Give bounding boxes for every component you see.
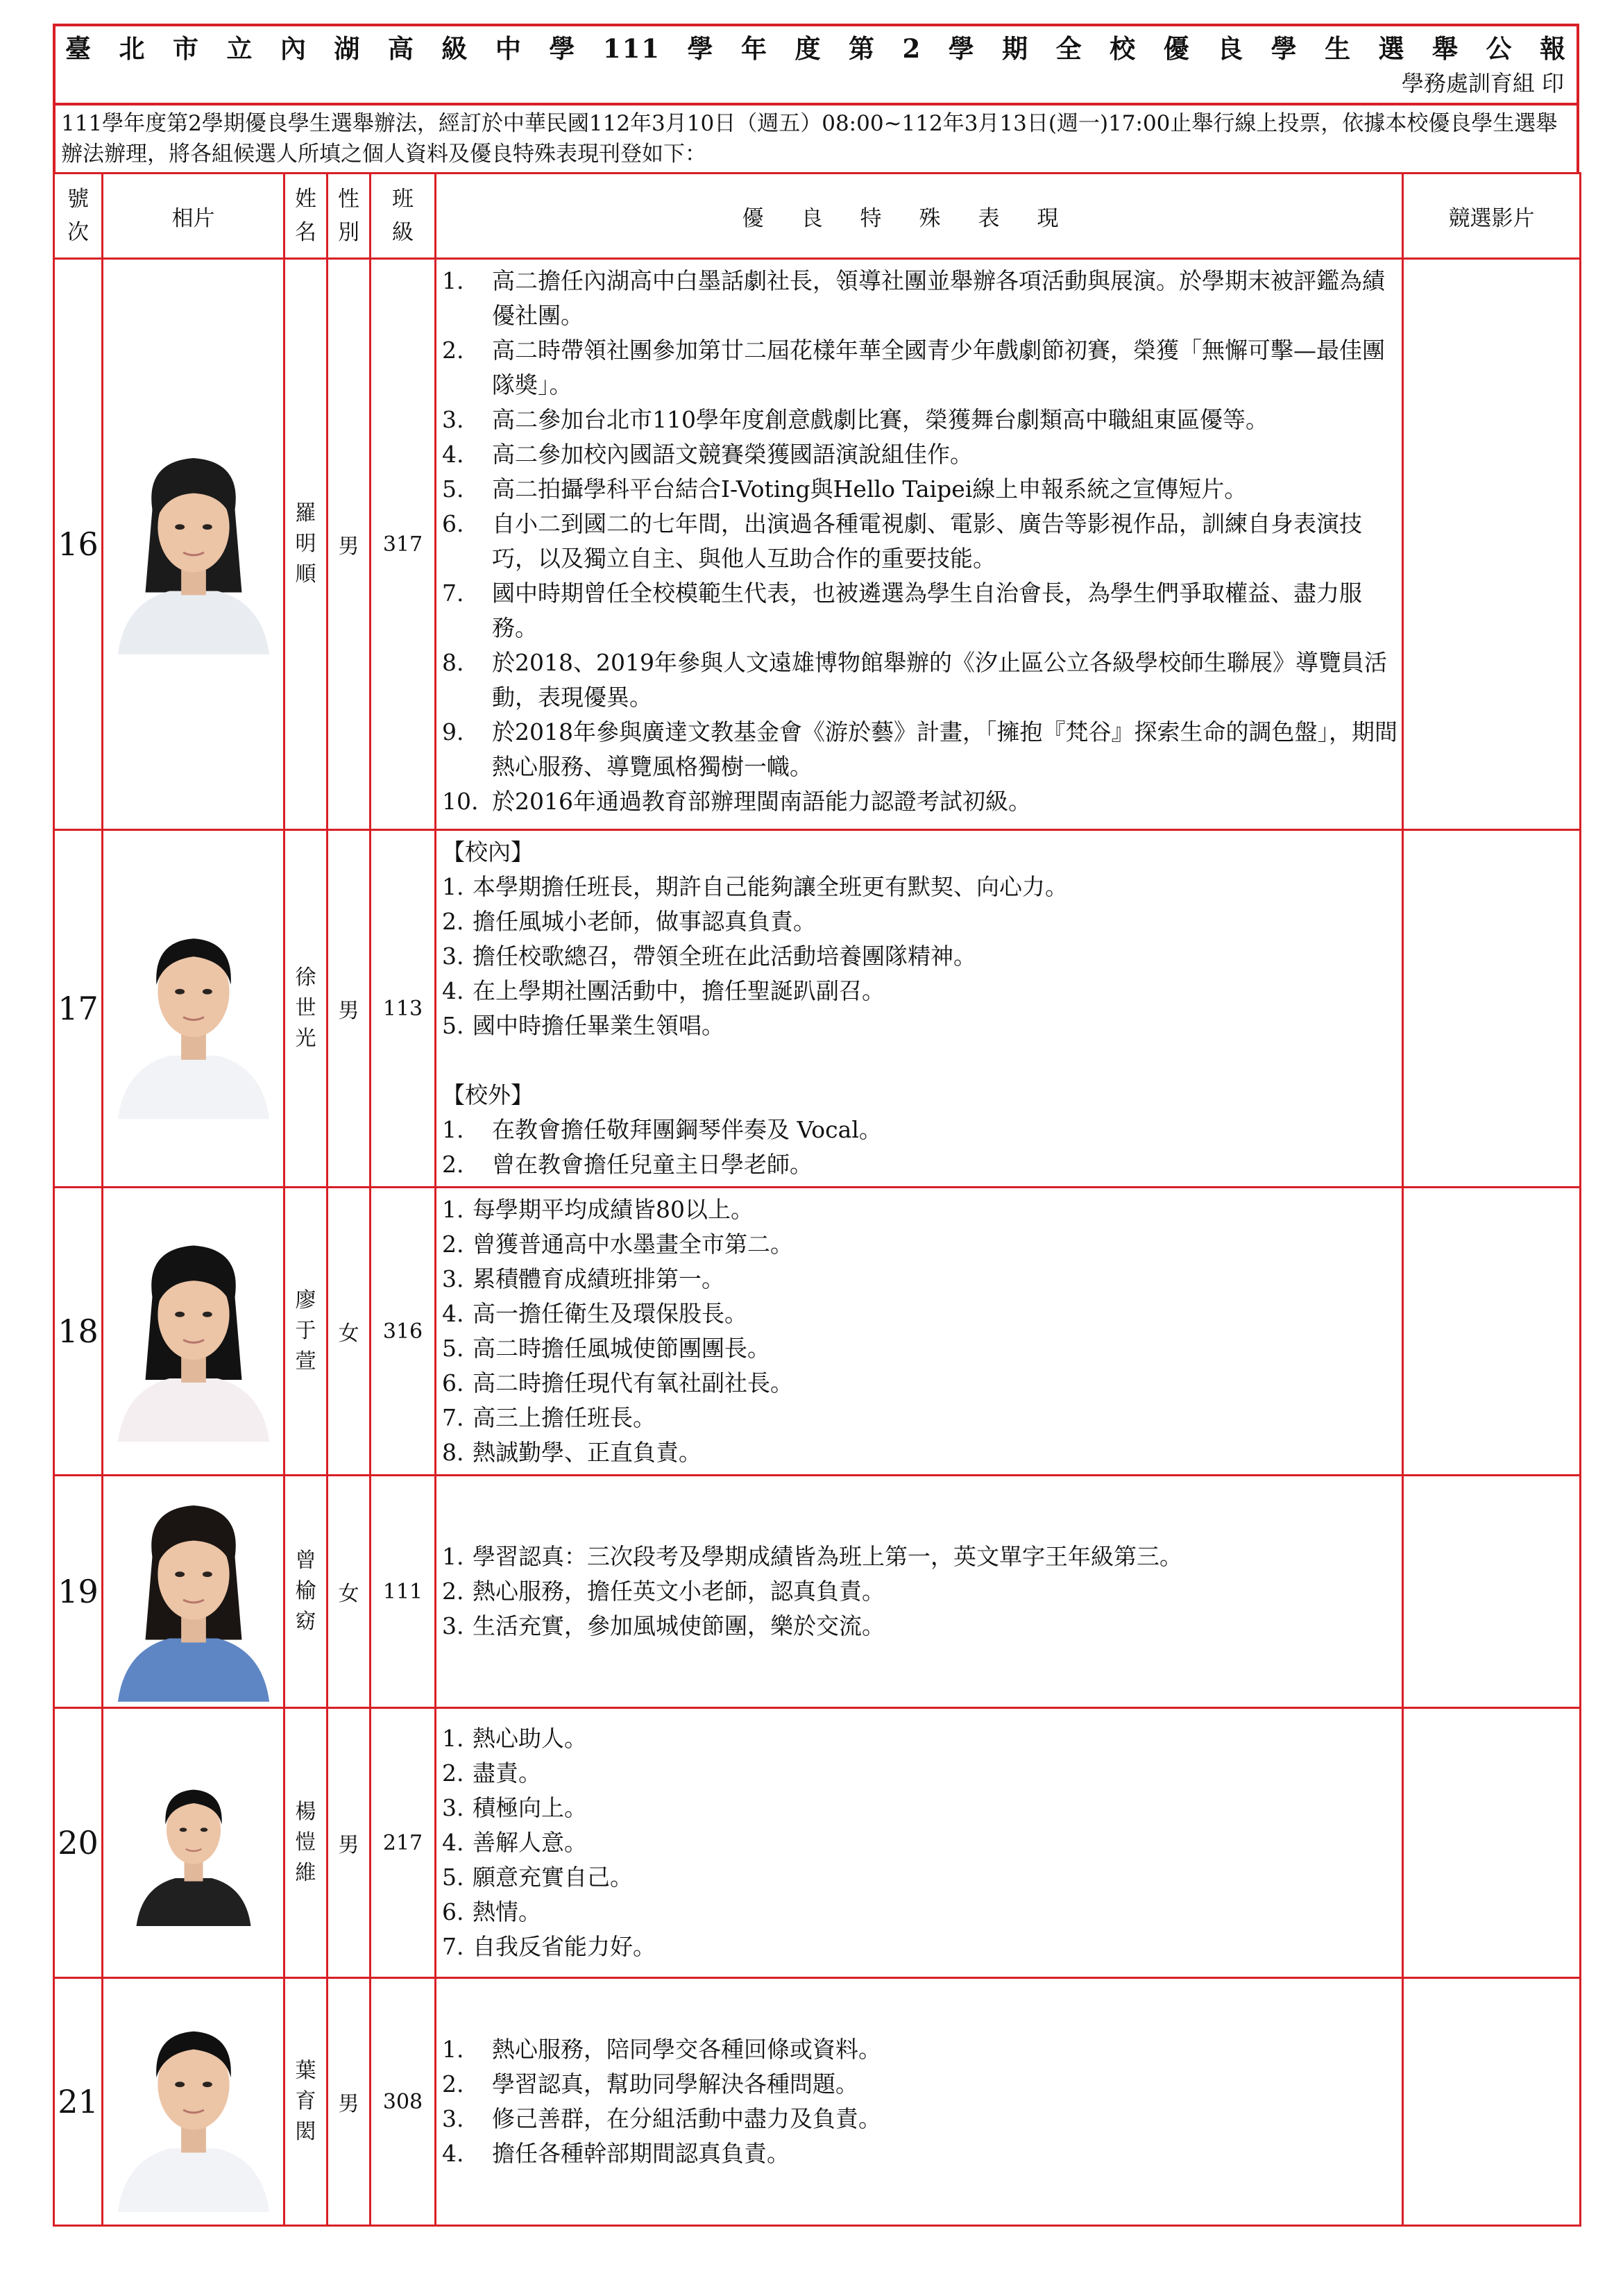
candidate-row [54, 259, 1581, 830]
achievement-text: 熱心助人。 [473, 1725, 587, 1752]
achievement-item [442, 1192, 1397, 1227]
achievements-cell [436, 830, 1403, 1188]
achievement-number: 3. [442, 2105, 464, 2132]
achievement-text: 高三上擔任班長。 [473, 1404, 656, 1431]
campaign-video-cell [1403, 1708, 1581, 1978]
achievement-text: 生活充實，參加風城使節團，樂於交流。 [473, 1612, 885, 1639]
photo-cell [103, 1476, 284, 1708]
achievement-item [442, 1895, 1397, 1930]
candidate-number: 21 [54, 1978, 103, 2226]
achievement-item [442, 437, 1397, 472]
table-header-row [54, 174, 1581, 259]
name-char: 廖 [295, 1288, 316, 1312]
achievement-number: 3. [442, 1612, 464, 1639]
achievement-item [442, 1113, 1397, 1147]
achievement-item [442, 1227, 1397, 1262]
achievement-item [442, 2136, 1397, 2171]
section-heading: 【校外】 [442, 1081, 534, 1108]
achievement-item [442, 974, 1397, 1008]
achievement-number: 5. [442, 1335, 464, 1362]
candidate-number: 16 [54, 259, 103, 830]
name-char: 育 [295, 2089, 316, 2113]
candidate-sex: 男 [328, 1978, 371, 2226]
achievement-item [442, 472, 1397, 507]
achievements-list [436, 1188, 1402, 1474]
name-char: 曾 [295, 1548, 316, 1573]
achievement-text: 在教會擔任敬拜團鋼琴伴奏及 Vocal。 [492, 1116, 882, 1143]
candidate-photo [114, 1759, 273, 1926]
achievement-item [442, 784, 1397, 819]
candidate-photo [104, 1987, 283, 2216]
candidate-class: 217 [371, 1708, 436, 1978]
campaign-video-cell [1403, 1978, 1581, 2226]
candidate-photo [104, 896, 283, 1122]
achievement-item [442, 870, 1397, 904]
achievement-number: 7. [442, 580, 464, 607]
achievement-item [442, 1262, 1397, 1297]
achievement-item [442, 645, 1397, 715]
achievement-text: 熱心服務，陪同學交各種回條或資料。 [492, 2036, 881, 2063]
achievements-cell [436, 1188, 1403, 1476]
achievement-text: 高二拍攝學科平台結合I-Voting與Hello Taipei線上申報系統之宣傳短片。 [492, 475, 1248, 503]
achievement-text: 累積體育成績班排第一。 [473, 1265, 724, 1292]
achievement-text: 熱誠勤學、正直負責。 [473, 1439, 702, 1466]
achievement-text: 於2018年參與廣達文教基金會《游於藝》計畫，「擁抱『梵谷』探索生命的調色盤」，期間熱心服務、導覽風格獨樹一幟。 [492, 718, 1397, 780]
achievements-cell [436, 1476, 1403, 1708]
achievement-text: 擔任各種幹部期間認真負責。 [492, 2140, 790, 2167]
achievement-number: 3. [442, 1794, 464, 1821]
achievement-number: 8. [442, 649, 464, 676]
achievement-text: 於2018、2019年參與人文遠雄博物館舉辦的《汐止區公立各級學校師生聯展》導覽員活動，表現優異。 [492, 649, 1387, 711]
candidate-sex: 女 [328, 1476, 371, 1708]
candidate-row [54, 1708, 1581, 1978]
achievement-item [442, 1147, 1397, 1182]
achievement-text: 高二時擔任現代有氧社副社長。 [473, 1369, 793, 1396]
candidate-photo [104, 1219, 283, 1444]
name-char: 明 [295, 532, 316, 556]
campaign-video-cell [1403, 1476, 1581, 1708]
achievements-cell [436, 1978, 1403, 2226]
achievements-list [436, 1717, 1402, 1968]
achievement-number: 9. [442, 718, 464, 745]
achievement-number: 4. [442, 441, 464, 468]
achievement-item [442, 904, 1397, 939]
achievement-item [442, 1435, 1397, 1470]
col-header-sex: 性 別 [328, 174, 371, 259]
candidate-name [284, 830, 328, 1188]
candidate-sex: 男 [328, 830, 371, 1188]
achievement-number: 1. [442, 267, 464, 294]
candidate-table [53, 172, 1581, 2227]
candidate-row [54, 830, 1581, 1188]
achievement-number: 3. [442, 406, 464, 433]
name-char: 順 [295, 562, 316, 586]
photo-cell [103, 1188, 284, 1476]
achievements-list [436, 831, 1402, 1186]
achievement-item [442, 1008, 1397, 1043]
candidate-name [284, 1978, 328, 2226]
achievement-item [442, 2067, 1397, 2102]
office-stamp-text: 學務處訓育組 印 [1401, 70, 1564, 96]
achievement-text: 學習認真，幫助同學解決各種問題。 [492, 2070, 858, 2097]
achievement-text: 熱情。 [473, 1898, 541, 1925]
achievement-number: 1. [442, 1543, 464, 1570]
achievement-text: 本學期擔任班長，期許自己能夠讓全班更有默契、向心力。 [473, 873, 1068, 900]
photo-cell [103, 830, 284, 1188]
name-char: 徐 [295, 965, 316, 990]
achievement-item [442, 1609, 1397, 1644]
intro-paragraph: 111學年度第2學期優良學生選舉辦法，經訂於中華民國112年3月10日（週五）08:00~112年3月13日(週一)17:00止舉行線上投票，依據本校優良學生選舉辦法辦理，將各組候選人所填之個人資料及優良特殊表現刊登如下： [53, 103, 1579, 172]
name-char: 愷 [295, 1830, 316, 1855]
achievement-number: 5. [442, 475, 464, 503]
candidate-sex: 男 [328, 259, 371, 830]
achievement-number: 2. [442, 1151, 464, 1178]
campaign-video-cell [1403, 1188, 1581, 1476]
achievement-text: 曾在教會擔任兒童主日學老師。 [492, 1151, 813, 1178]
achievement-number: 1. [442, 2036, 464, 2063]
achievement-item [442, 1825, 1397, 1860]
achievement-text: 擔任校歌總召，帶領全班在此活動培養團隊精神。 [473, 943, 976, 970]
achievement-item [442, 1574, 1397, 1609]
col-header-number: 號 次 [54, 174, 103, 259]
photo-cell [103, 259, 284, 830]
candidate-name [284, 1476, 328, 1708]
achievement-item [442, 715, 1397, 784]
achievement-text: 高一擔任衛生及環保股長。 [473, 1300, 747, 1327]
candidate-number: 19 [54, 1476, 103, 1708]
candidate-sex: 男 [328, 1708, 371, 1978]
achievement-text: 願意充實自己。 [473, 1864, 633, 1891]
achievement-text: 善解人意。 [473, 1829, 587, 1856]
achievement-number: 4. [442, 1300, 464, 1327]
achievement-item [442, 1791, 1397, 1825]
achievement-number: 4. [442, 2140, 464, 2167]
candidate-class: 317 [371, 259, 436, 830]
candidate-name [284, 1188, 328, 1476]
col-header-class: 班 級 [371, 174, 436, 259]
achievement-text: 曾獲普通高中水墨畫全市第二。 [473, 1231, 793, 1258]
achievement-item [442, 1721, 1397, 1756]
achievement-text: 學習認真：三次段考及學期成績皆為班上第一，英文單字王年級第三。 [473, 1543, 1182, 1570]
achievement-number: 2. [442, 2070, 464, 2097]
achievement-number: 4. [442, 977, 464, 1004]
candidate-class: 316 [371, 1188, 436, 1476]
achievement-number: 8. [442, 1439, 464, 1466]
achievement-number: 2. [442, 1231, 464, 1258]
achievement-number: 1. [442, 1725, 464, 1752]
col-header-achievements: 優良特殊表現 [436, 174, 1403, 259]
achievements-list [436, 1535, 1402, 1648]
candidate-row [54, 1188, 1581, 1476]
achievement-number: 6. [442, 510, 464, 537]
name-char: 葉 [295, 2059, 316, 2083]
achievement-text: 每學期平均成績皆80以上。 [473, 1196, 754, 1223]
name-char: 楊 [295, 1800, 316, 1824]
achievement-item [442, 507, 1397, 576]
achievement-number: 7. [442, 1404, 464, 1431]
achievement-item [442, 1297, 1397, 1331]
achievement-text: 修己善群，在分組活動中盡力及負責。 [492, 2105, 881, 2132]
achievement-item [442, 1331, 1397, 1366]
col-header-photo: 相片 [103, 174, 284, 259]
achievement-text: 積極向上。 [473, 1794, 587, 1821]
achievement-text: 高二時擔任風城使節團團長。 [473, 1335, 770, 1362]
achievement-item [442, 264, 1397, 333]
achievement-text: 高二擔任內湖高中白墨話劇社長，領導社團並舉辦各項活動與展演。於學期末被評鑑為績優社團。 [492, 267, 1385, 329]
bulletin-sheet [53, 24, 1579, 2227]
candidate-number: 20 [54, 1708, 103, 1978]
section-heading: 【校內】 [442, 838, 534, 866]
achievement-item [442, 1756, 1397, 1791]
achievement-item [442, 1930, 1397, 1964]
col-header-video: 競選影片 [1403, 174, 1581, 259]
achievement-number: 1. [442, 1116, 464, 1143]
name-char: 閎 [295, 2120, 316, 2144]
name-char: 窈 [295, 1610, 316, 1634]
candidate-class: 308 [371, 1978, 436, 2226]
achievement-item [442, 2102, 1397, 2136]
achievement-number: 6. [442, 1369, 464, 1396]
page-title: 臺北市立內湖高級中學111學年度第2學期全校優良學生選舉公報 [65, 33, 1567, 64]
candidate-row [54, 1476, 1581, 1708]
achievement-text: 國中時期曾任全校模範生代表，也被遴選為學生自治會長，為學生們爭取權益、盡力服務。 [492, 580, 1362, 641]
achievement-text: 高二時帶領社團參加第廿二屆花樣年華全國青少年戲劇節初賽，榮獲「無懈可擊—最佳團隊獎」。 [492, 337, 1385, 398]
achievement-text: 高二參加校內國語文競賽榮獲國語演說組佳作。 [492, 441, 973, 468]
achievement-number: 3. [442, 943, 464, 970]
achievement-number: 5. [442, 1864, 464, 1891]
achievement-text: 國中時擔任畢業生領唱。 [473, 1012, 724, 1039]
achievement-number: 4. [442, 1829, 464, 1856]
section-spacer [442, 1043, 1397, 1078]
candidate-number: 18 [54, 1188, 103, 1476]
candidate-class: 113 [371, 830, 436, 1188]
achievement-item [442, 333, 1397, 403]
candidate-photo [104, 433, 283, 655]
achievements-list [436, 260, 1402, 823]
achievement-item [442, 1366, 1397, 1401]
candidate-name [284, 259, 328, 830]
photo-cell [103, 1708, 284, 1978]
achievements-list [436, 2028, 1402, 2175]
campaign-video-cell [1403, 259, 1581, 830]
achievement-number: 3. [442, 1265, 464, 1292]
photo-cell [103, 1978, 284, 2226]
achievement-number: 7. [442, 1933, 464, 1960]
achievement-item [442, 939, 1397, 974]
candidate-photo [104, 1480, 283, 1703]
name-char: 羅 [295, 501, 316, 525]
name-char: 榆 [295, 1579, 316, 1603]
achievements-cell [436, 259, 1403, 830]
candidate-name [284, 1708, 328, 1978]
achievement-number: 1. [442, 873, 464, 900]
achievement-text: 自我反省能力好。 [473, 1933, 656, 1960]
name-char: 維 [295, 1861, 316, 1885]
achievement-number: 5. [442, 1012, 464, 1039]
achievement-text: 高二參加台北市110學年度創意戲劇比賽，榮獲舞台劇類高中職組東區優等。 [492, 406, 1268, 433]
name-char: 于 [295, 1319, 316, 1343]
achievement-text: 在上學期社團活動中，擔任聖誕趴副召。 [473, 977, 885, 1004]
achievement-text: 熱心服務，擔任英文小老師，認真負責。 [473, 1578, 885, 1605]
achievement-text: 盡責。 [473, 1759, 541, 1787]
achievement-number: 2. [442, 1759, 464, 1787]
achievements-cell [436, 1708, 1403, 1978]
achievement-number: 2. [442, 908, 464, 935]
candidate-sex: 女 [328, 1188, 371, 1476]
achievement-item [442, 1539, 1397, 1574]
candidate-class: 111 [371, 1476, 436, 1708]
name-char: 萱 [295, 1349, 316, 1374]
candidate-row [54, 1978, 1581, 2226]
col-header-name: 姓 名 [284, 174, 328, 259]
achievement-text: 自小二到國二的七年間，出演過各種電視劇、電影、廣告等影視作品，訓練自身表演技巧，以及獨立自主、與他人互助合作的重要技能。 [492, 510, 1362, 572]
name-char: 光 [295, 1027, 316, 1051]
achievement-number: 1. [442, 1196, 464, 1223]
candidate-number: 17 [54, 830, 103, 1188]
achievement-item [442, 576, 1397, 645]
achievement-text: 於2016年通過教育部辦理閩南語能力認證考試初級。 [492, 788, 1031, 815]
header-box [53, 24, 1579, 103]
achievement-number: 6. [442, 1898, 464, 1925]
achievement-item [442, 403, 1397, 437]
achievement-item [442, 1401, 1397, 1435]
name-char: 世 [295, 996, 316, 1020]
achievement-number: 2. [442, 337, 464, 364]
achievement-number: 10. [442, 788, 479, 815]
campaign-video-cell [1403, 830, 1581, 1188]
achievement-item [442, 1860, 1397, 1895]
achievement-text: 擔任風城小老師，做事認真負責。 [473, 908, 816, 935]
achievement-item [442, 2032, 1397, 2067]
achievement-number: 2. [442, 1578, 464, 1605]
